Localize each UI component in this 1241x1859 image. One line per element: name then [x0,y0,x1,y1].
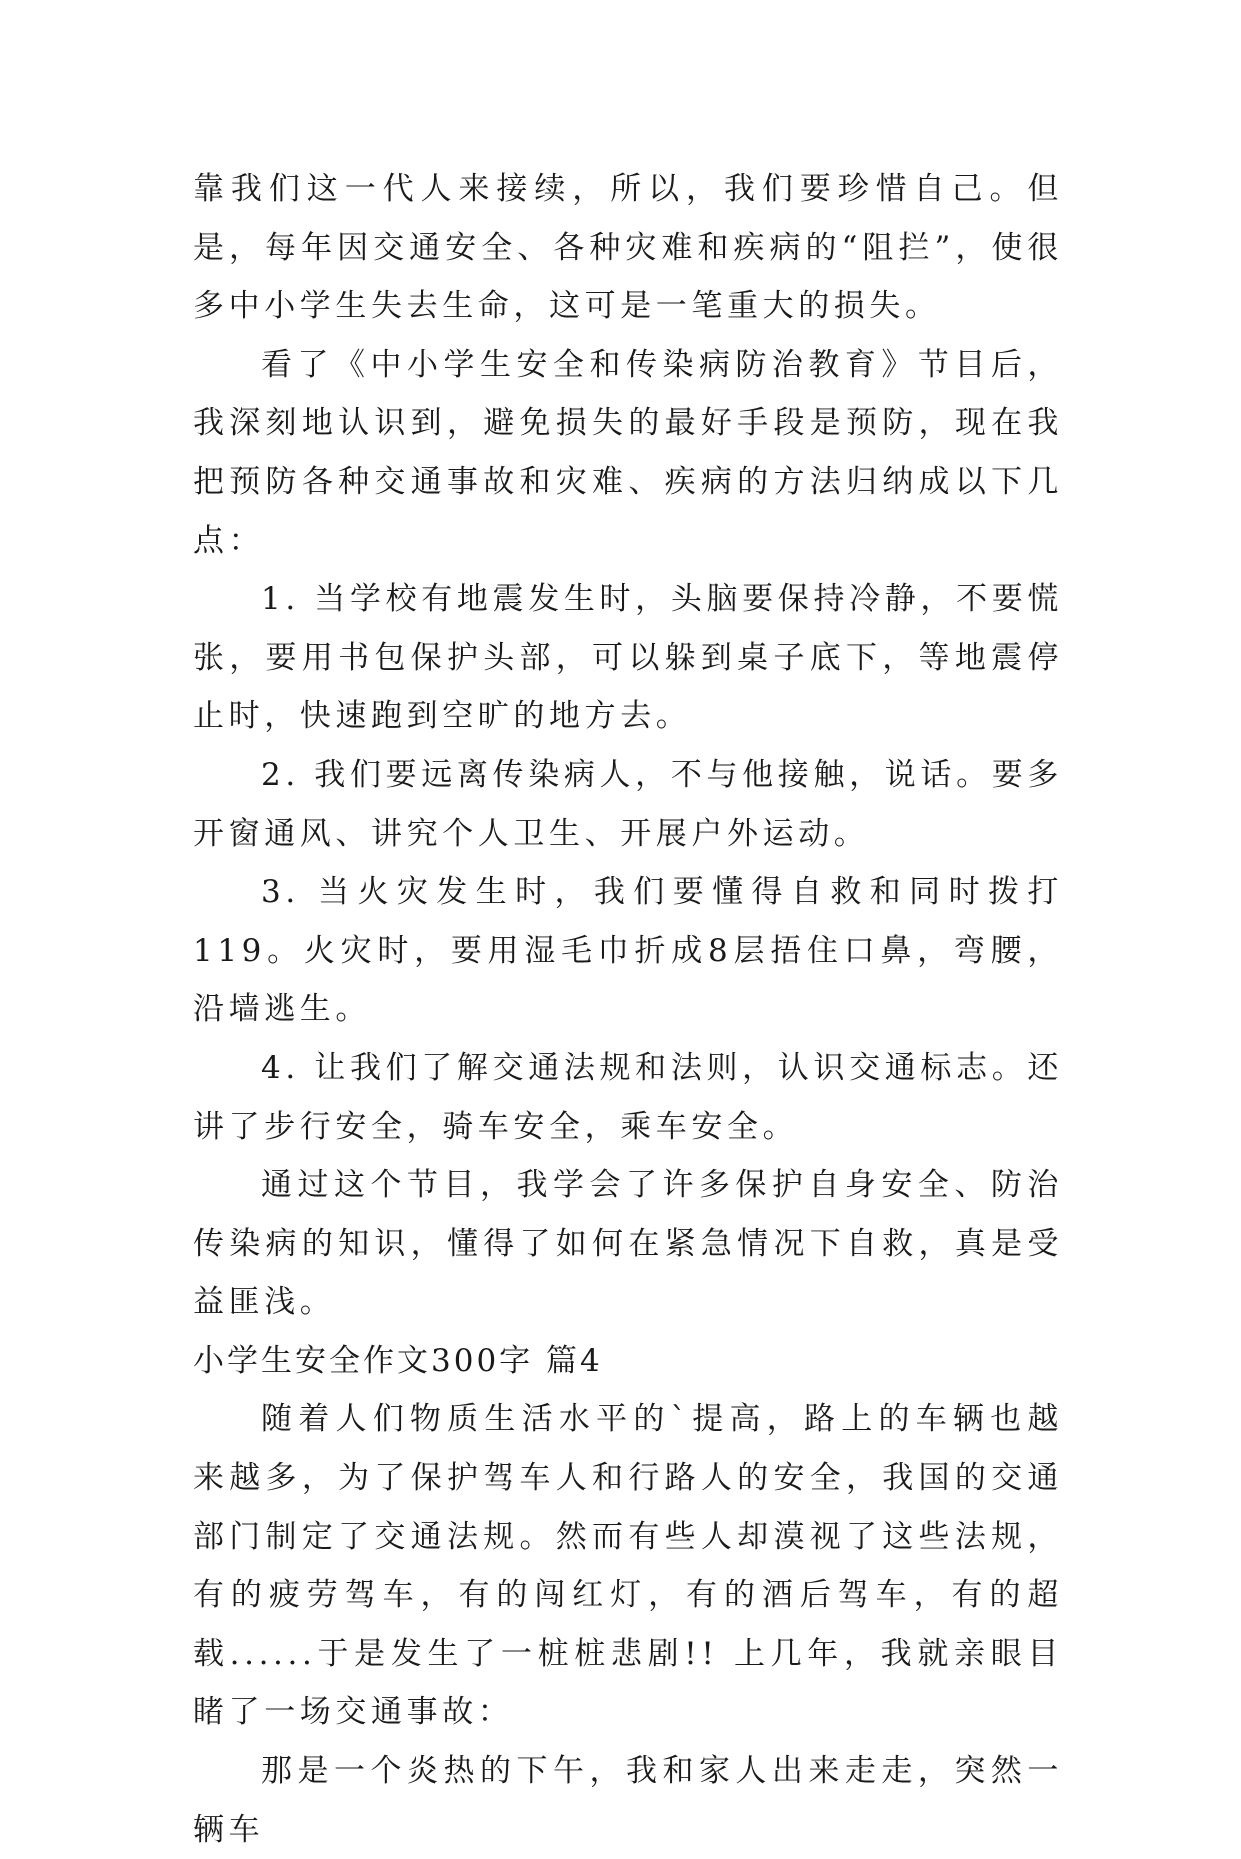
paragraph-1: 靠我们这一代人来接续，所以，我们要珍惜自己。但是，每年因交通安全、各种灾难和疾病的“阻拦”，使很多中小学生失去生命，这可是一笔重大的损失。 [193,171,1063,325]
list-item-4: 4. 让我们了解交通法规和法则，认识交通标志。还讲了步行安全，骑车安全，乘车安全。 [193,1049,1063,1145]
paragraph-essay-4-2: 那是一个炎热的下午，我和家人出来走走，突然一辆车 [193,1753,1063,1848]
list-item-2: 2. 我们要远离传染病人，不与他接触，说话。要多开窗通风、讲究个人卫生、开展户外运动。 [193,756,1063,852]
section-heading: 小学生安全作文300字 篇4 [193,1342,603,1379]
paragraph-conclusion: 通过这个节目，我学会了许多保护自身安全、防治传染病的知识，懂得了如何在紧急情况下自救，真是受益匪浅。 [193,1167,1063,1321]
paragraph-2: 看了《中小学生安全和传染病防治教育》节目后，我深刻地认识到，避免损失的最好手段是预防，现在我把预防各种交通事故和灾难、疾病的方法归纳成以下几点： [193,346,1063,559]
document-body [193,160,1063,1859]
list-item-3: 3. 当火灾发生时，我们要懂得自救和同时拨打119。火灾时，要用湿毛巾折成8层捂住口鼻，弯腰，沿墙逃生。 [193,874,1063,1028]
list-item-1: 1. 当学校有地震发生时，头脑要保持冷静，不要慌张，要用书包保护头部，可以躲到桌子底下，等地震停止时，快速跑到空旷的地方去。 [193,581,1063,735]
paragraph-essay-4-1: 随着人们物质生活水平的`提高，路上的车辆也越来越多，为了保护驾车人和行路人的安全，我国的交通部门制定了交通法规。然而有些人却漠视了这些法规，有的疲劳驾车，有的闯红灯，有的酒后驾车，有的超载......于是发生了一桩桩悲剧!! 上几年，我就亲眼目睹了一场交通事故： [193,1401,1063,1731]
